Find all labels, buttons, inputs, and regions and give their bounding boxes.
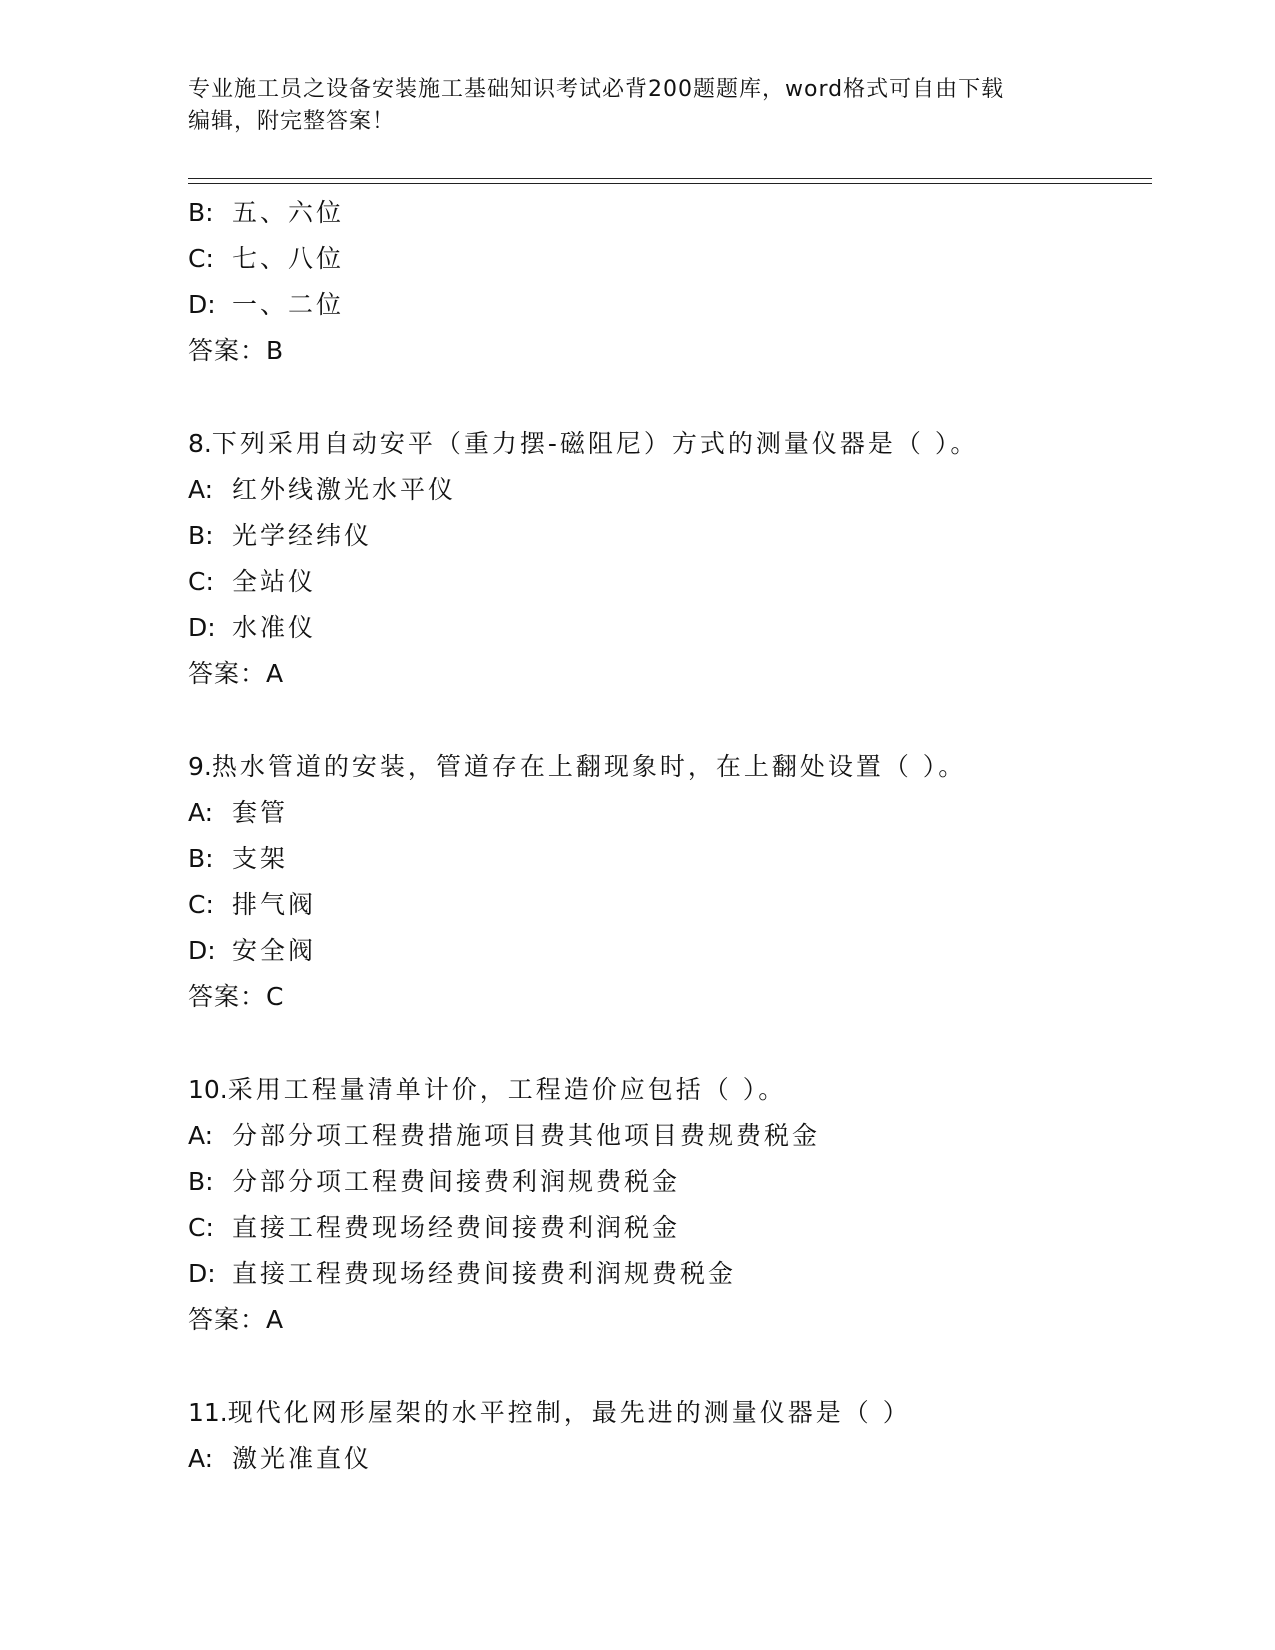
option-row — [188, 1436, 1152, 1482]
option-text: 支架 — [232, 844, 289, 873]
option-row — [188, 282, 1152, 328]
option-key: D: — [188, 1259, 216, 1288]
spacer — [188, 1343, 1152, 1390]
header-divider-top — [188, 178, 1152, 179]
option-key: A: — [188, 1444, 214, 1473]
header-divider-bottom — [188, 183, 1152, 184]
question-number: 10. — [188, 1075, 228, 1104]
question-block — [188, 1067, 1152, 1343]
option-text: 排气阀 — [232, 890, 317, 919]
option-row — [188, 190, 1152, 236]
option-row — [188, 836, 1152, 882]
question-number: 11. — [188, 1398, 228, 1427]
header-line-2: 编辑，附完整答案！ — [188, 109, 396, 134]
option-key: D: — [188, 290, 216, 319]
answer-line: 答案：C — [188, 982, 285, 1011]
option-key: C: — [188, 890, 214, 919]
question-stem — [188, 421, 1152, 467]
option-row — [188, 513, 1152, 559]
option-text: 安全阀 — [232, 936, 317, 965]
option-row — [188, 1113, 1152, 1159]
question-number: 8. — [188, 429, 212, 458]
option-key: D: — [188, 936, 216, 965]
option-key: B: — [188, 521, 214, 550]
option-key: C: — [188, 1213, 214, 1242]
option-row — [188, 605, 1152, 651]
question-text: 现代化网形屋架的水平控制，最先进的测量仪器是（ ） — [227, 1398, 911, 1427]
option-key: A: — [188, 798, 214, 827]
answer-line: 答案：B — [188, 336, 285, 365]
option-row — [188, 467, 1152, 513]
option-text: 直接工程费现场经费间接费利润规费税金 — [232, 1259, 737, 1288]
option-text: 激光准直仪 — [232, 1444, 373, 1473]
spacer — [188, 1020, 1152, 1067]
option-key: C: — [188, 244, 214, 273]
question-stem — [188, 744, 1152, 790]
option-row — [188, 1205, 1152, 1251]
question-text: 热水管道的安装，管道存在上翻现象时，在上翻处设置（ ）。 — [211, 752, 967, 781]
header-line-1: 专业施工员之设备安装施工基础知识考试必背200题题库，word格式可自由下载 — [188, 77, 1005, 102]
question-stem — [188, 1067, 1152, 1113]
document-header — [188, 74, 1088, 138]
option-key: C: — [188, 567, 214, 596]
option-row — [188, 1159, 1152, 1205]
option-text: 一、二位 — [232, 290, 345, 319]
option-key: B: — [188, 198, 214, 227]
option-text: 光学经纬仪 — [232, 521, 373, 550]
option-text: 直接工程费现场经费间接费利润税金 — [232, 1213, 681, 1242]
option-row — [188, 559, 1152, 605]
option-text: 五、六位 — [232, 198, 345, 227]
spacer — [188, 374, 1152, 421]
option-text: 套管 — [232, 798, 289, 827]
option-key: B: — [188, 844, 214, 873]
question-list — [188, 190, 1152, 1482]
answer-line: 答案：A — [188, 1305, 285, 1334]
question-block — [188, 744, 1152, 1020]
option-text: 全站仪 — [232, 567, 317, 596]
question-block — [188, 1390, 1152, 1482]
question-stem — [188, 1390, 1152, 1436]
question-text: 采用工程量清单计价，工程造价应包括（ ）。 — [227, 1075, 787, 1104]
spacer — [188, 697, 1152, 744]
option-key: A: — [188, 475, 214, 504]
option-row — [188, 928, 1152, 974]
option-text: 七、八位 — [232, 244, 345, 273]
option-row — [188, 236, 1152, 282]
option-text: 水准仪 — [232, 613, 317, 642]
option-row — [188, 790, 1152, 836]
carryover-block — [188, 190, 1152, 374]
option-key: A: — [188, 1121, 214, 1150]
option-text: 红外线激光水平仪 — [232, 475, 457, 504]
option-key: D: — [188, 613, 216, 642]
option-row — [188, 882, 1152, 928]
option-key: B: — [188, 1167, 214, 1196]
question-text: 下列采用自动安平（重力摆-磁阻尼）方式的测量仪器是（ ）。 — [211, 429, 979, 458]
option-row — [188, 1251, 1152, 1297]
option-text: 分部分项工程费间接费利润规费税金 — [232, 1167, 681, 1196]
question-number: 9. — [188, 752, 212, 781]
answer-line: 答案：A — [188, 659, 285, 688]
question-block — [188, 421, 1152, 697]
option-text: 分部分项工程费措施项目费其他项目费规费税金 — [232, 1121, 821, 1150]
